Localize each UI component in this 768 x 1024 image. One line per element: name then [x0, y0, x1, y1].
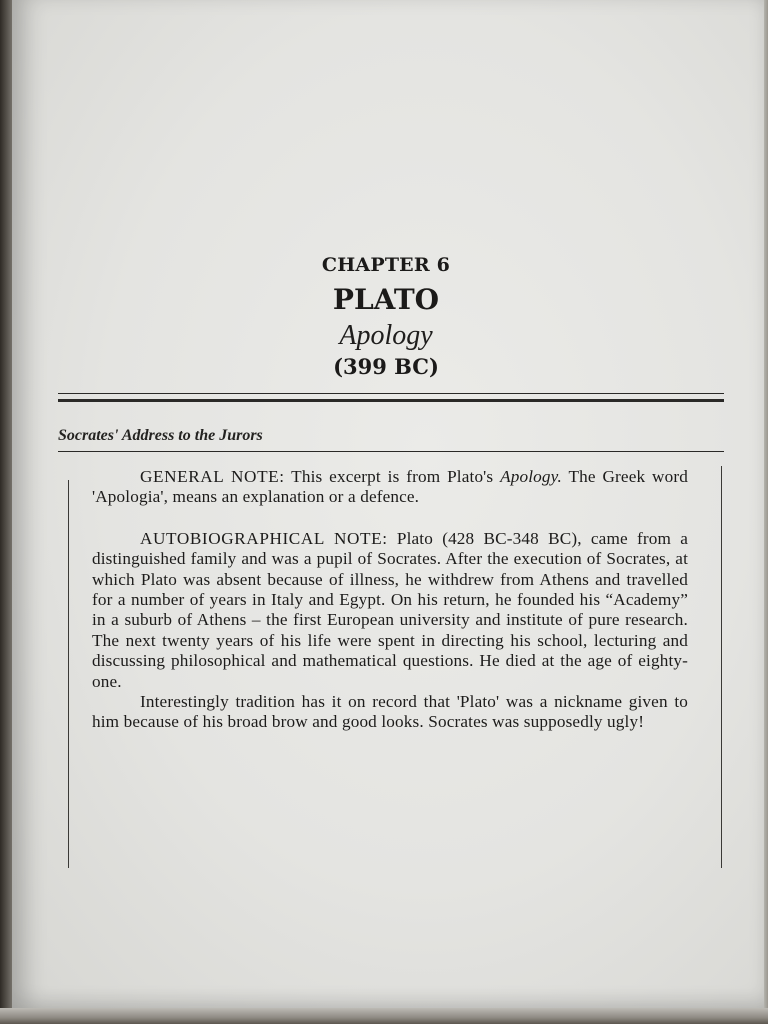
autobiographical-note	[92, 529, 688, 692]
general-note-text-2: The Greek word 'Apologia', means an explanation or a defence.	[92, 467, 688, 507]
chapter-work-title: Apology	[339, 320, 433, 351]
note-box	[92, 467, 688, 733]
chapter-author: PLATO	[332, 283, 440, 316]
divider-thin	[58, 393, 724, 394]
section-divider	[58, 451, 724, 452]
page-edge-bottom	[0, 1008, 768, 1024]
chapter-number: CHAPTER 6	[321, 254, 451, 276]
tradition-note: Interestingly tradition has it on record that 'Plato' was a nickname given to him because of his broad brow and good looks. Socrates was supposedly ugly!	[92, 692, 688, 732]
section-title: Socrates' Address to the Jurors	[58, 427, 263, 444]
autobiographical-note-lead: AUTOBIOGRAPHICAL NOTE:	[140, 528, 388, 548]
divider-thick	[58, 399, 724, 402]
general-note-text-1: This excerpt is from Plato's	[284, 467, 501, 486]
general-note	[92, 467, 688, 508]
general-note-italic: Apology.	[500, 467, 562, 486]
autobiographical-note-text: Plato (428 BC-348 BC), came from a distinguished family and was a pupil of Socrates. After the execution of Socrates, at which Plato was absent because of illness, he withdrew from Athens and travelled for a number of years in Italy and Egypt. On his return, he founded his “Academy” in a suburb of Athens – the first European university and institute of pure research. The next twenty years of his life were spent in directing his school, lecturing and discussing philosophical and mathematical questions. He died at the age of eighty-one.	[92, 528, 689, 691]
note-frame-left	[68, 480, 69, 868]
general-note-lead: GENERAL NOTE:	[140, 467, 285, 486]
note-frame-right	[721, 466, 722, 868]
chapter-date: (399 BC)	[333, 354, 439, 379]
